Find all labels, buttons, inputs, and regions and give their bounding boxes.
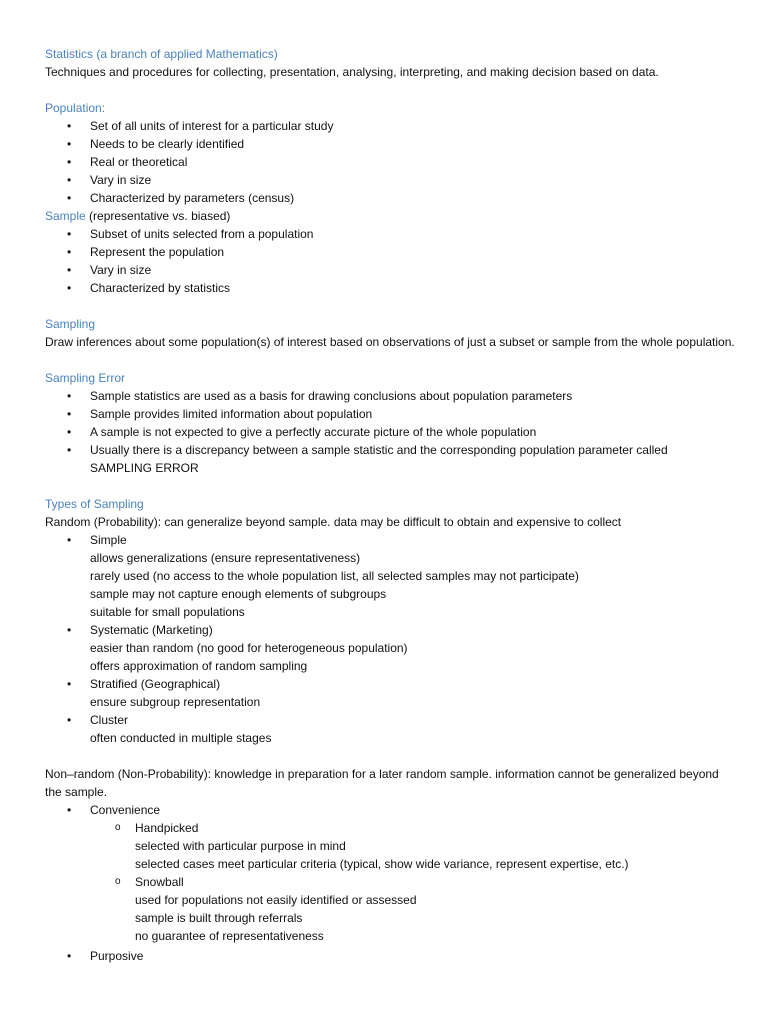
method-line: rarely used (no access to the whole population list, all selected samples may not participate) <box>90 569 579 583</box>
sample-list <box>45 225 735 297</box>
list-item: • Vary in size <box>45 261 735 279</box>
method-line: suitable for small populations <box>90 605 245 619</box>
sampling-text: Draw inferences about some population(s) of interest based on observations of just a subset or sample from the whole population. <box>45 335 735 349</box>
list-item: • A sample is not expected to give a perfectly accurate picture of the whole population <box>45 423 735 441</box>
method-title: • Cluster <box>90 713 129 727</box>
convenience-title: • Convenience <box>90 803 161 817</box>
method-line: used for populations not easily identified or assessed <box>135 893 417 907</box>
population-list <box>45 117 735 207</box>
method-title: o Snowball <box>135 875 184 889</box>
list-item: • Represent the population <box>45 243 735 261</box>
nonrandom-intro: Non–random (Non-Probability): knowledge in preparation for a later random sample. information cannot be generalized beyond the sample. <box>45 767 719 799</box>
method-title: • Systematic (Marketing) <box>90 623 213 637</box>
random-intro: Random (Probability): can generalize beyond sample. data may be difficult to obtain and expensive to collect <box>45 515 622 529</box>
list-item <box>45 531 735 621</box>
list-item: • Needs to be clearly identified <box>45 135 735 153</box>
list-item: • Vary in size <box>45 171 735 189</box>
method-line: selected cases meet particular criteria (typical, show wide variance, represent expertise, etc.) <box>135 857 629 871</box>
method-title: o Handpicked <box>135 821 199 835</box>
list-item: • Sample statistics are used as a basis for drawing conclusions about population parameters <box>45 387 735 405</box>
list-item <box>45 675 735 711</box>
list-item: • Purposive <box>45 947 735 965</box>
sample-note: (representative vs. biased) <box>85 209 231 223</box>
list-item <box>45 801 735 945</box>
document-body <box>45 45 735 965</box>
sampling-error-heading: Sampling Error <box>45 371 126 385</box>
list-item: • Usually there is a discrepancy between a sample statistic and the corresponding population parameter called SAMPLING ERROR <box>45 441 735 477</box>
method-line: allows generalizations (ensure representativeness) <box>90 551 361 565</box>
method-line: no guarantee of representativeness <box>135 929 324 943</box>
list-item: • Real or theoretical <box>45 153 735 171</box>
method-line: ensure subgroup representation <box>90 695 261 709</box>
list-item: • Characterized by parameters (census) <box>45 189 735 207</box>
list-item <box>45 621 735 675</box>
types-heading: Types of Sampling <box>45 497 144 511</box>
population-heading: Population: <box>45 101 106 115</box>
sub-list-item <box>90 819 735 873</box>
method-line: sample is built through referrals <box>135 911 303 925</box>
method-line: often conducted in multiple stages <box>90 731 272 745</box>
list-item: • Set of all units of interest for a particular study <box>45 117 735 135</box>
statistics-heading: Statistics (a branch of applied Mathematics) <box>45 47 278 61</box>
nonrandom-list <box>45 801 735 965</box>
method-line: easier than random (no good for heterogeneous population) <box>90 641 408 655</box>
method-line: offers approximation of random sampling <box>90 659 308 673</box>
sample-heading-line <box>45 207 735 225</box>
list-item <box>45 711 735 747</box>
method-title: • Stratified (Geographical) <box>90 677 221 691</box>
sub-list-item <box>90 873 735 945</box>
statistics-definition: Techniques and procedures for collecting, presentation, analysing, interpreting, and making decision based on data. <box>45 65 659 79</box>
random-list <box>45 531 735 747</box>
list-item: • Characterized by statistics <box>45 279 735 297</box>
sample-heading: Sample <box>45 209 86 223</box>
method-line: sample may not capture enough elements of subgroups <box>90 587 387 601</box>
method-title: • Simple <box>90 533 127 547</box>
sampling-heading: Sampling <box>45 317 96 331</box>
sampling-error-list <box>45 387 735 477</box>
convenience-sublist <box>90 819 735 945</box>
list-item: • Subset of units selected from a population <box>45 225 735 243</box>
list-item: • Sample provides limited information about population <box>45 405 735 423</box>
method-line: selected with particular purpose in mind <box>135 839 346 853</box>
